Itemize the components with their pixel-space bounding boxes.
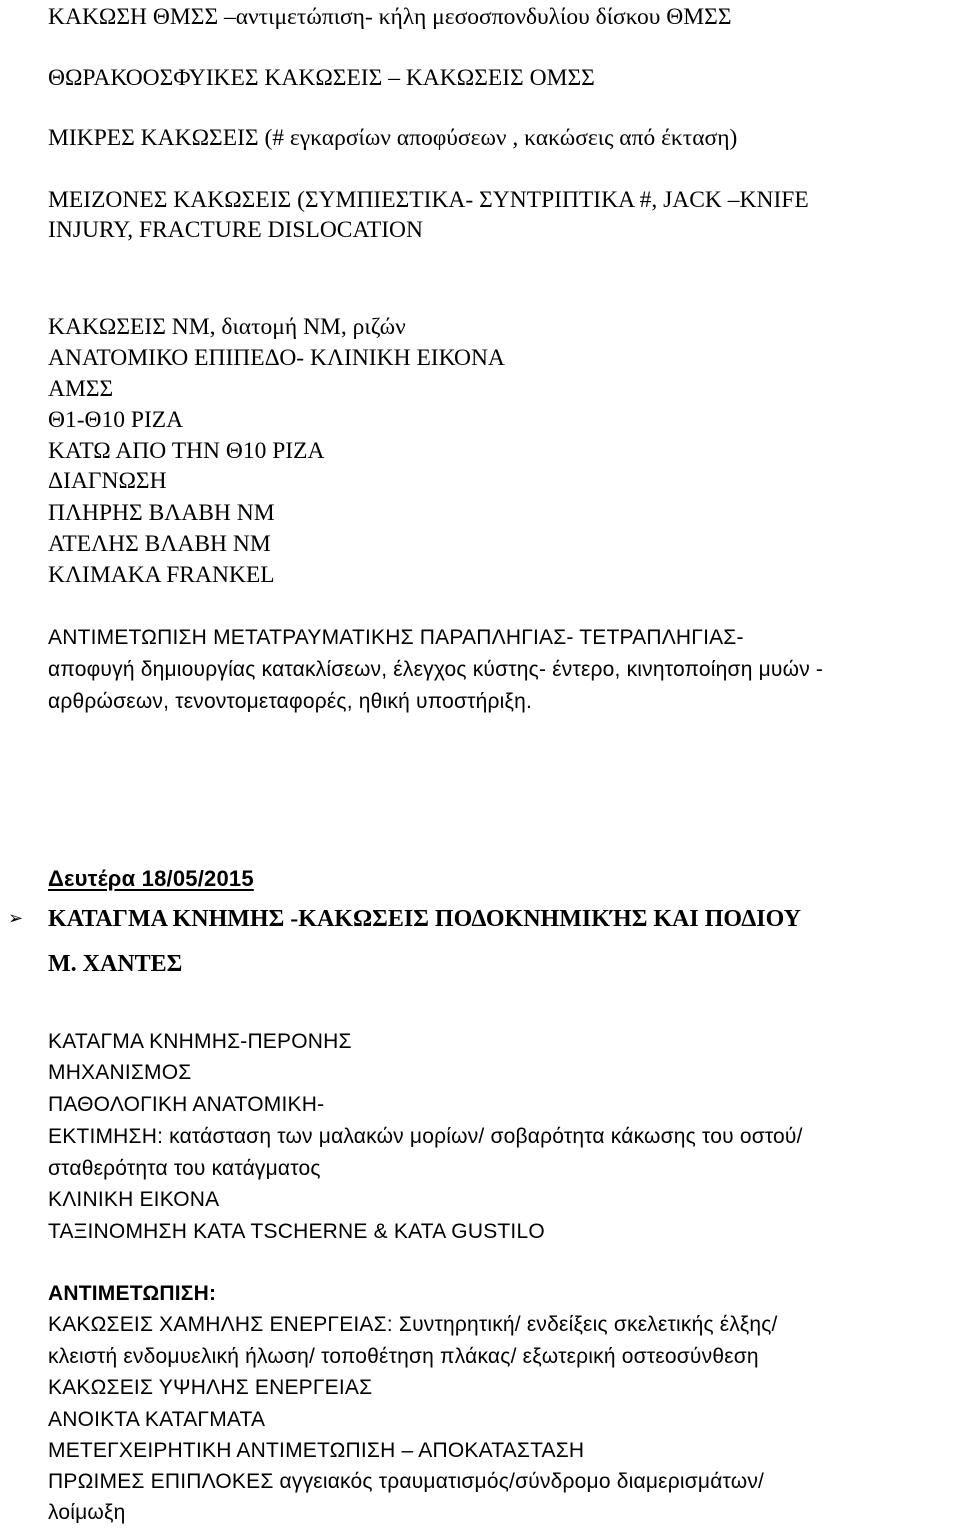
- line-high-energy-injuries: ΚΑΚΩΣΕΙΣ ΥΨΗΛΗΣ ΕΝΕΡΓΕΙΑΣ: [48, 1376, 373, 1399]
- line-infection: λοίμωξη: [48, 1501, 126, 1524]
- line-paraplegia-treatment-2: αποφυγή δημιουργίας κατακλίσεων, έλεγχος κύστης- έντερο, κινητοποίηση μυών -: [48, 658, 824, 681]
- line-paraplegia-treatment: ΑΝΤΙΜΕΤΩΠΙΣΗ ΜΕΤΑΤΡΑΥΜΑΤΙΚΗΣ ΠΑΡΑΠΛΗΓΙΑΣ- ΤΕΤΡΑΠΛΗΓΙΑΣ-: [48, 626, 744, 649]
- line-minor-injuries: ΜΙΚΡΕΣ ΚΑΚΩΣΕΙΣ (# εγκαρσίων αποφύσεων , κακώσεις από έκταση): [48, 125, 738, 151]
- line-major-injuries: ΜΕΙΖΟΝΕΣ ΚΑΚΩΣΕΙΣ (ΣΥΜΠΙΕΣΤΙΚΑ- ΣΥΝΤΡΙΠΤΙΚΑ #, JACK –KNIFE: [48, 187, 809, 213]
- line-t1-t10-root: Θ1-Θ10 ΡΙΖΑ: [48, 407, 184, 433]
- line-early-complications: ΠΡΩΙΜΕΣ ΕΠΙΠΛΟΚΕΣ αγγειακός τραυματισμός/σύνδρομο διαμερισμάτων/: [48, 1470, 765, 1493]
- line-assessment: ΕΚΤΙΜΗΣΗ: κατάσταση των μαλακών μορίων/ σοβαρότητα κάκωσης του οστού/: [48, 1125, 803, 1148]
- date-heading: Δευτέρα 18/05/2015: [48, 866, 254, 891]
- line-postoperative-rehab: ΜΕΤΕΓΧΕΙΡΗΤΙΚΗ ΑΝΤΙΜΕΤΩΠΙΣΗ – ΑΠΟΚΑΤΑΣΤΑΣΗ: [48, 1439, 585, 1462]
- lecturer-name: Μ. ΧΑΝΤΕΣ: [48, 951, 183, 977]
- line-clinical-picture: ΚΛΙΝΙΚΗ ΕΙΚΟΝΑ: [48, 1188, 220, 1211]
- line-open-fractures: ΑΝΟΙΚΤΑ ΚΑΤΑΓΜΑΤΑ: [48, 1408, 266, 1431]
- line-thoracolumbar-lumbar-injuries: ΘΩΡΑΚΟΟΣΦΥΙΚΕΣ ΚΑΚΩΣΕΙΣ – ΚΑΚΩΣΕΙΣ ΟΜΣΣ: [48, 65, 595, 91]
- lecture-title: ΚΑΤΑΓΜΑ ΚΝΗΜΗΣ -ΚΑΚΩΣΕΙΣ ΠΟΔΟΚΝΗΜΙΚΉΣ ΚΑΙ ΠΟΔΙΟΥ: [48, 906, 802, 932]
- arrow-bullet-icon: ➢: [8, 908, 24, 929]
- line-fracture-stability: σταθερότητα του κατάγματος: [48, 1157, 321, 1180]
- line-complete-lesion: ΠΛΗΡΗΣ ΒΛΑΒΗ ΝΜ: [48, 500, 275, 526]
- line-thoracolumbar-injury: ΚΑΚΩΣΗ ΘΜΣΣ –αντιμετώπιση- κήλη μεσοσπονδυλίου δίσκου ΘΜΣΣ: [48, 4, 732, 30]
- line-classification: ΤΑΞΙΝΟΜΗΣΗ ΚΑΤΑ TSCHERNE & ΚΑΤΑ GUSTILO: [48, 1220, 545, 1243]
- line-frankel-scale: ΚΛΙΜΑΚΑ FRANKEL: [48, 562, 275, 588]
- line-fracture-dislocation: INJURY, FRACTURE DISLOCATION: [48, 217, 423, 243]
- line-pathological-anatomy: ΠΑΘΟΛΟΓΙΚΗ ΑΝΑΤΟΜΙΚΗ-: [48, 1093, 325, 1116]
- line-below-t10-root: ΚΑΤΩ ΑΠΟ ΤΗΝ Θ10 ΡΙΖΑ: [48, 438, 325, 464]
- line-low-energy-injuries-2: κλειστή ενδομυελική ήλωση/ τοποθέτηση πλάκας/ εξωτερική οστεοσύνθεση: [48, 1345, 759, 1368]
- line-mechanism: ΜΗΧΑΝΙΣΜΟΣ: [48, 1061, 192, 1084]
- line-tibia-fibula-fracture: ΚΑΤΑΓΜΑ ΚΝΗΜΗΣ-ΠΕΡΟΝΗΣ: [48, 1030, 352, 1053]
- line-spinal-cord-injuries: ΚΑΚΩΣΕΙΣ ΝΜ, διατομή ΝΜ, ριζών: [48, 314, 406, 340]
- line-anatomic-level: ΑΝΑΤΟΜΙΚΟ ΕΠΙΠΕΔΟ- ΚΛΙΝΙΚΗ ΕΙΚΟΝΑ: [48, 345, 505, 371]
- line-incomplete-lesion: ΑΤΕΛΗΣ ΒΛΑΒΗ ΝΜ: [48, 531, 271, 557]
- treatment-heading: ΑΝΤΙΜΕΤΩΠΙΣΗ:: [48, 1282, 217, 1305]
- line-low-energy-injuries: ΚΑΚΩΣΕΙΣ ΧΑΜΗΛΗΣ ΕΝΕΡΓΕΙΑΣ: Συντηρητική/ ενδείξεις σκελετικής έλξης/: [48, 1313, 778, 1336]
- line-paraplegia-treatment-3: αρθρώσεων, τενοντομεταφορές, ηθική υποστήριξη.: [48, 690, 533, 713]
- line-diagnosis: ΔΙΑΓΝΩΣΗ: [48, 468, 167, 494]
- line-cervical: ΑΜΣΣ: [48, 376, 114, 402]
